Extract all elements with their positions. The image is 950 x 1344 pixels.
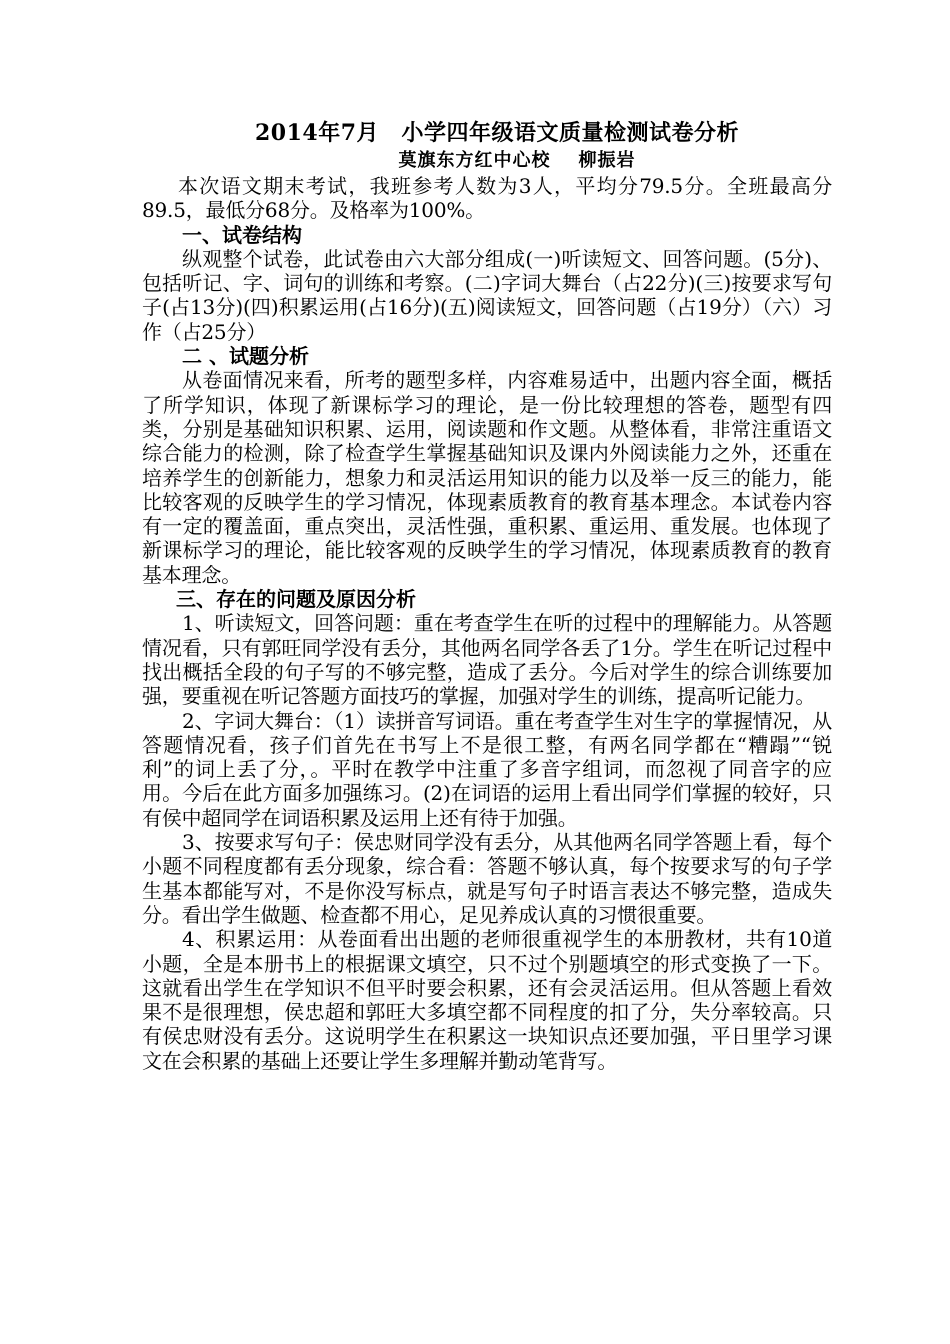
document-page: [142, 118, 832, 1073]
document-title: 2014年7月 小学四年级语文质量检测试卷分析: [254, 120, 740, 146]
section-paragraph: 3、按要求写句子：侯忠财同学没有丢分，从其他两名同学答题上看，每个小题不同程度都有丢分现象，综合看：答题不够认真，每个按要求写的句子学生基本都能写对，不是你没写标点，就是写句子时语言表达不够完整，造成失分。看出学生做题、检查都不用心，足见养成认真的习惯很重要。: [142, 830, 832, 927]
section-paragraph: 4、积累运用：从卷面看出出题的老师很重视学生的本册教材，共有10道小题，全是本册书上的根据课文填空，只不过个别题填空的形式变换了一下。这就看出学生在学知识不但平时要会积累，还有会灵活运用。但从答题上看效果不是很理想，侯忠超和郭旺大多填空都不同程度的扣了分，失分率较高。只有侯忠财没有丢分。这说明学生在积累这一块知识点还要加强，平日里学习课文在会积累的基础上还要让学生多理解并勤动笔背写。: [142, 927, 832, 1073]
section-paragraph: 从卷面情况来看，所考的题型多样，内容难易适中，出题内容全面，概括了所学知识，体现了新课标学习的理论，是一份比较理想的答卷，题型有四类，分别是基础知识积累、运用，阅读题和作文题。从整体看，非常注重语文综合能力的检测，除了检查学生掌握基础知识及课内外阅读能力之外，还重在培养学生的创新能力，想象力和灵活运用知识的能力以及举一反三的能力，能比较客观的反映学生的学习情况，体现素质教育的教育基本理念。本试卷内容有一定的覆盖面，重点突出，灵活性强，重积累、重运用、重发展。也体现了新课标学习的理论，能比较客观的反映学生的学习情况，体现素质教育的教育基本理念。: [142, 368, 832, 587]
section-paragraph: 纵观整个试卷，此试卷由六大部分组成(一)听读短文、回答问题。(5分)、包括听记、字、词句的训练和考察。(二)字词大舞台（占22分)(三)按要求写句子(占13分)(四)积累运用(占16分)(五)阅读短文，回答问题（占19分）（六）习作（占25分）: [142, 246, 832, 344]
document-byline: [142, 148, 832, 174]
section-heading-analysis: 二 、试题分析: [182, 344, 309, 369]
school-name: 莫旗东方红中心校: [398, 150, 551, 171]
section-paragraph: 2、字词大舞台：（1）读拼音写词语。重在考查学生对生字的掌握情况，从答题情况看，孩子们首先在书写上不是很工整，有两名同学都在“糟蹋”“锐利”的词上丢了分，。平时在教学中注重了多音字组词，而忽视了同音字的应用。今后在此方面多加强练习。(2)在词语的运用上看出同学们掌握的较好，只有侯中超同学在词语积累及运用上还有待于加强。: [142, 708, 832, 830]
intro-paragraph: 本次语文期末考试，我班参考人数为3人，平均分79.5分。全班最高分89.5，最低分68分。及格率为100%。: [142, 174, 832, 223]
section-heading-structure: 一、试卷结构: [182, 222, 302, 247]
author-name: 柳振岩: [578, 150, 636, 171]
section-heading-problems: 三、存在的问题及原因分析: [176, 587, 416, 612]
section-paragraph: 1、听读短文，回答问题：重在考查学生在听的过程中的理解能力。从答题情况看，只有郭旺同学没有丢分，其他两名同学各丢了1分。学生在听记过程中找出概括全段的句子写的不够完整，造成了丢分。今后对学生的综合训练要加强，要重视在听记答题方面技巧的掌握，加强对学生的训练，提高听记能力。: [142, 611, 832, 709]
